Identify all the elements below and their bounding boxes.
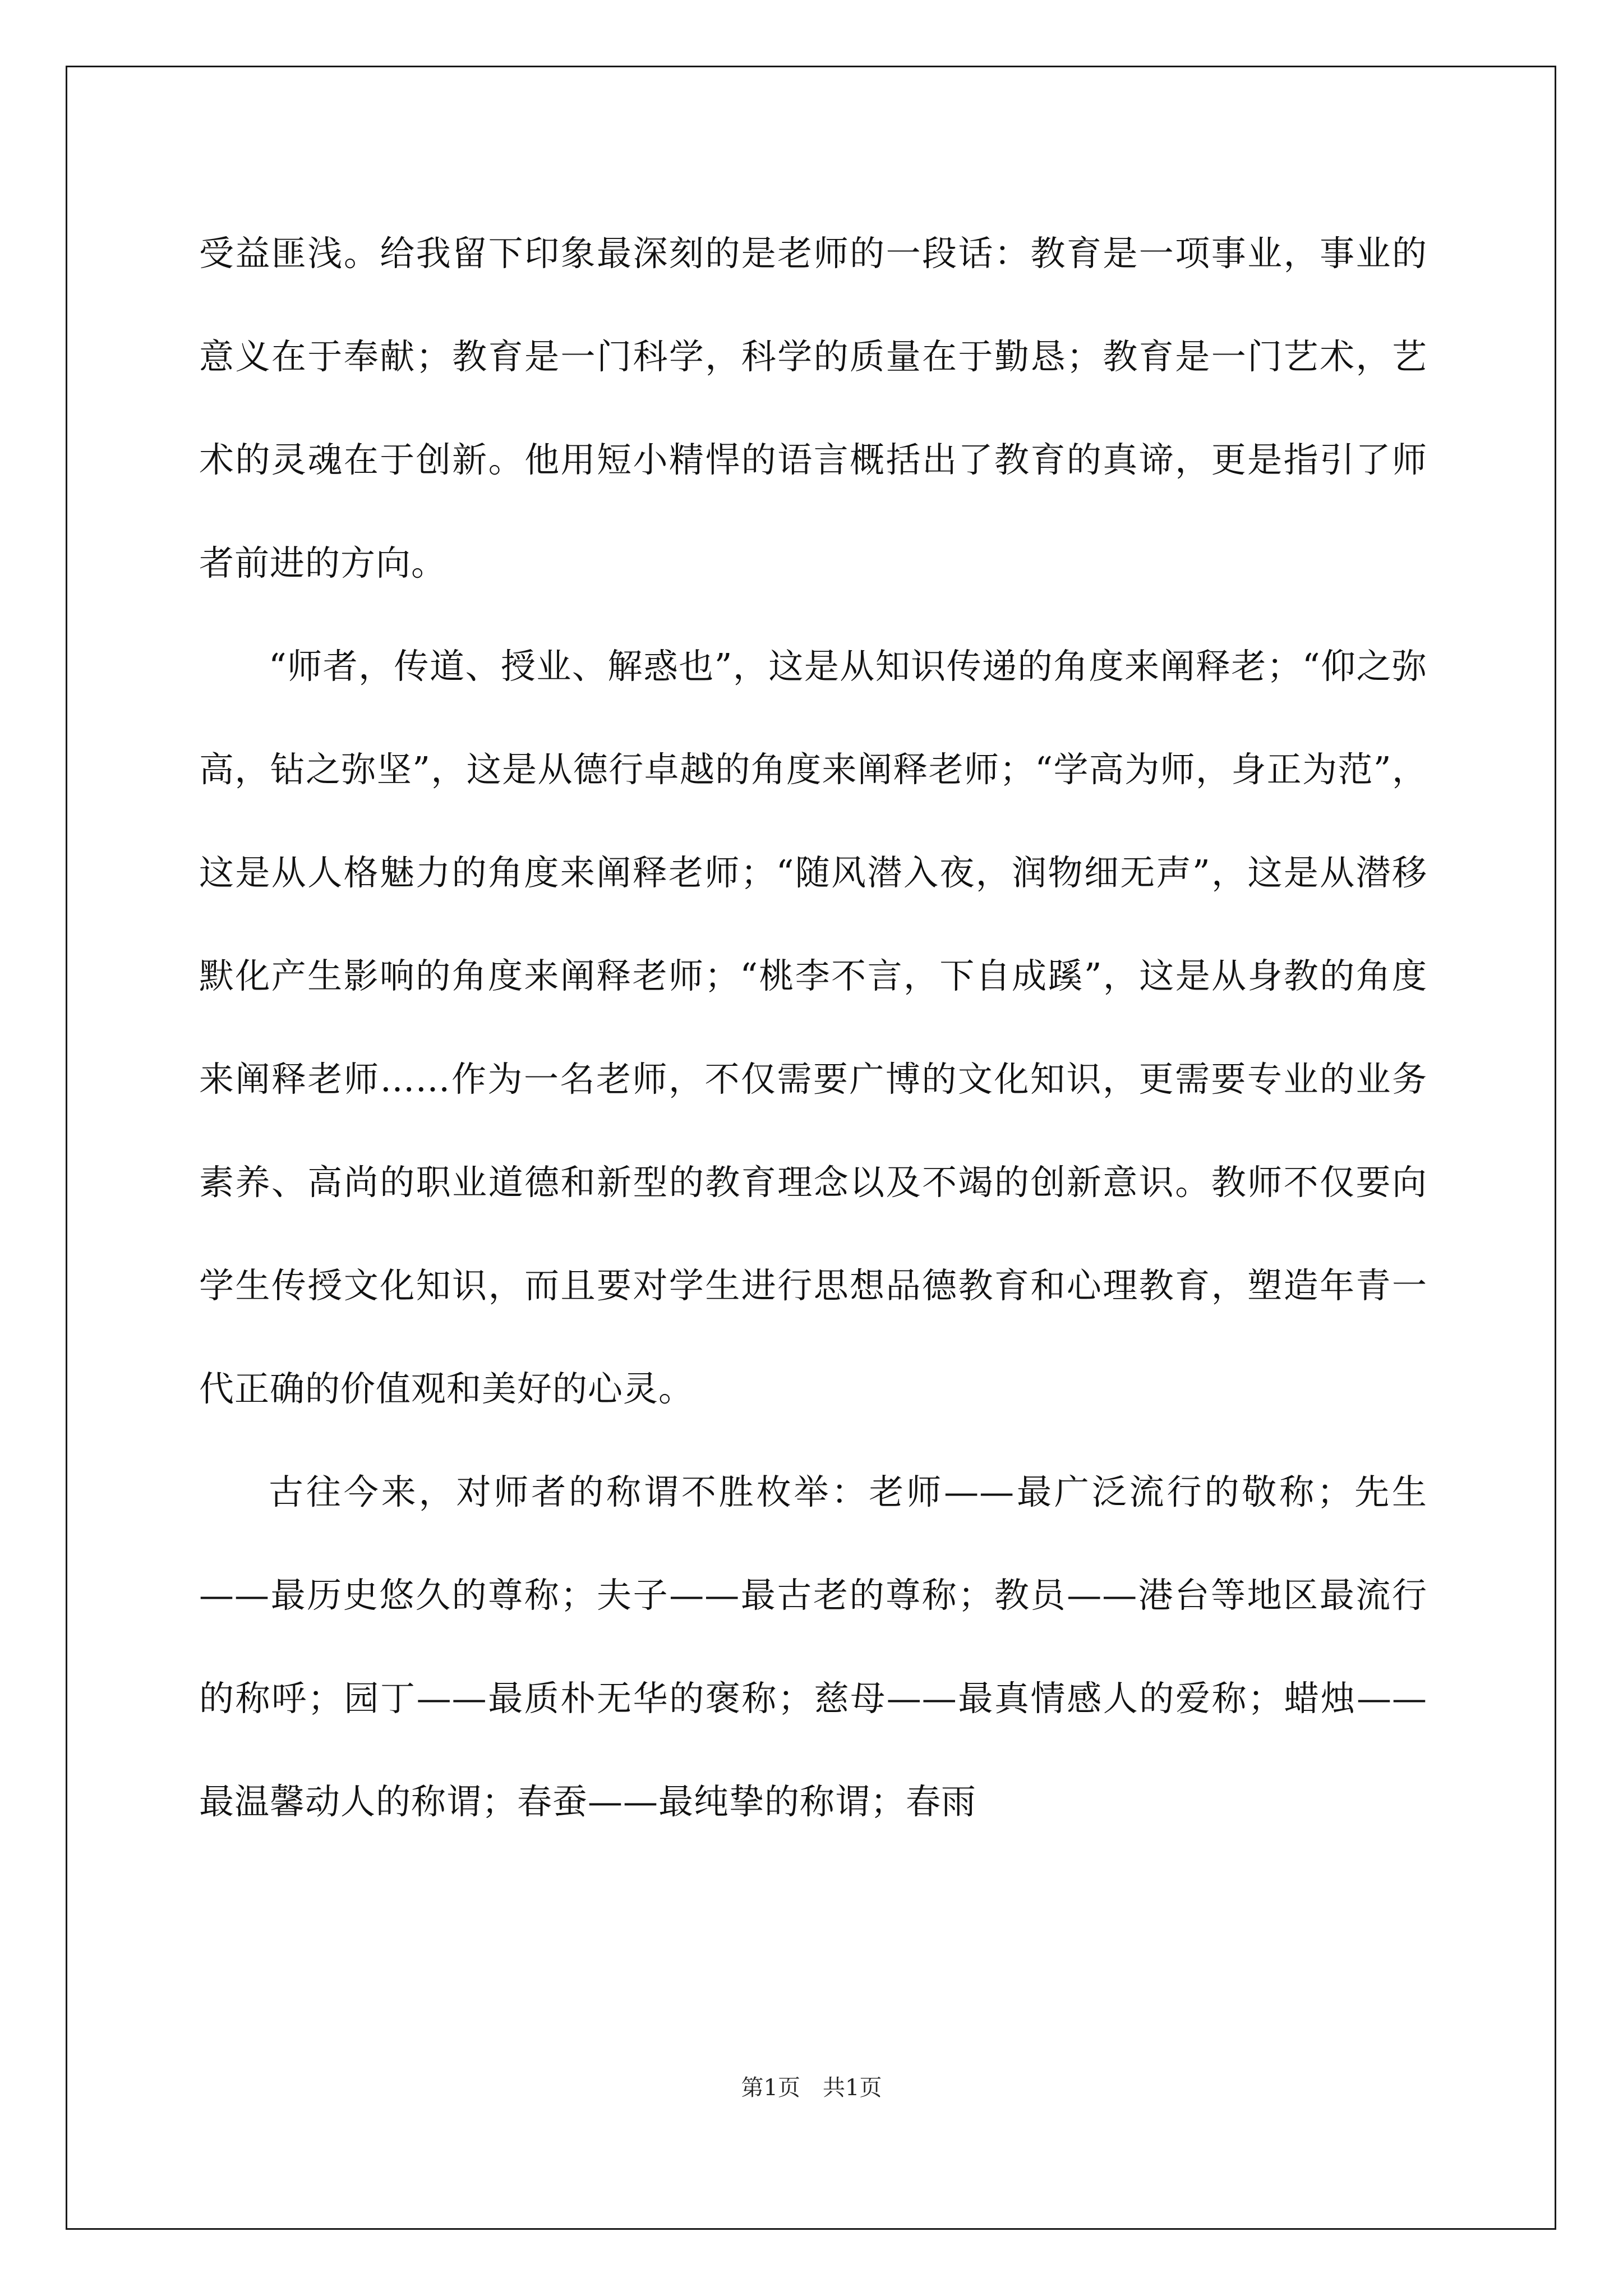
paragraph-1: 受益匪浅。给我留下印象最深刻的是老师的一段话：教育是一项事业，事业的意义在于奉献；教育是一门科学，科学的质量在于勤恳；教育是一门艺术，艺术的灵魂在于创新。他用短小精悍的语言概括出了教育的真谛，更是指引了师者前进的方向。 [199, 233, 1427, 583]
document-body [199, 202, 1427, 1853]
paragraph-3: 古往今来，对师者的称谓不胜枚举：老师——最广泛流行的敬称；先生——最历史悠久的尊称；夫子——最古老的尊称；教员——港台等地区最流行的称呼；园丁——最质朴无华的褒称；慈母——最真情感人的爱称；蜡烛——最温馨动人的称谓；春蚕——最纯挚的称谓；春雨 [199, 1471, 1427, 1822]
paragraph-2: “师者，传道、授业、解惑也”，这是从知识传递的角度来阐释老；“仰之弥高，钻之弥坚”，这是从德行卓越的角度来阐释老师；“学高为师，身正为范”，这是从人格魅力的角度来阐释老师；“随风潜入夜，润物细无声”，这是从潜移默化产生影响的角度来阐释老师；“桃李不言，下自成蹊”，这是从身教的角度来阐释老师……作为一名老师，不仅需要广博的文化知识，更需要专业的业务素养、高尚的职业道德和新型的教育理念以及不竭的创新意识。教师不仅要向学生传授文化知识，而且要对学生进行思想品德教育和心理教育，塑造年青一代正确的价值观和美好的心灵。 [199, 646, 1427, 1409]
page-number: 第1页 共1页 [741, 2075, 882, 2101]
